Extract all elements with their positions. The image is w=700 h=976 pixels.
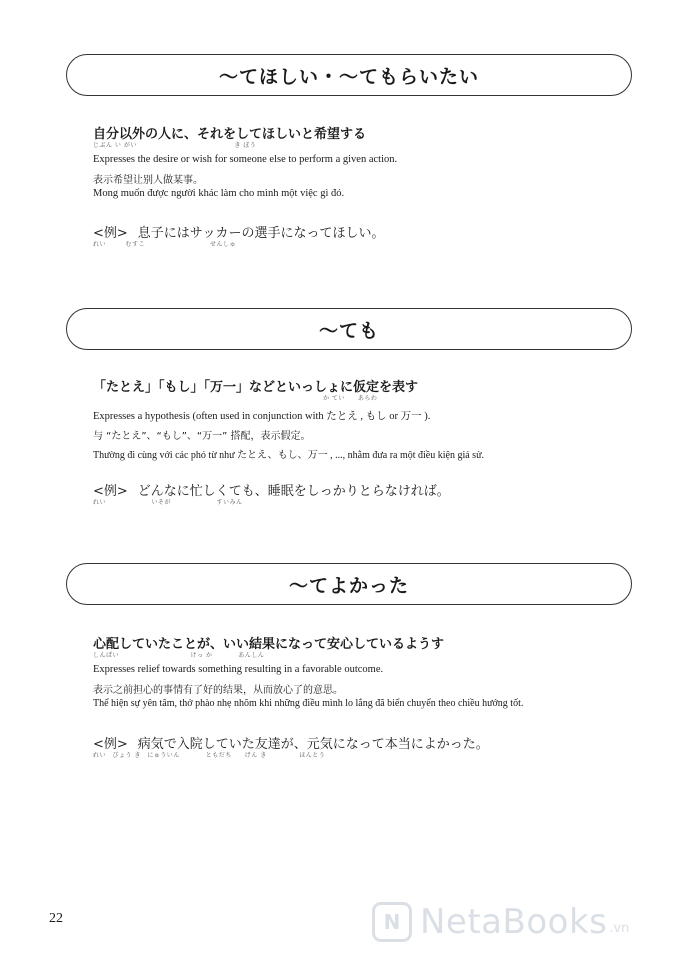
- netabooks-logo-icon: N: [372, 902, 412, 942]
- section-title: 〜ても: [318, 319, 379, 342]
- example-tag: <例>: [93, 484, 128, 499]
- section-title: 〜てよかった: [288, 574, 409, 597]
- meaning-heading: 心配していたことが、いい結果になって安心しているようす: [93, 637, 445, 652]
- example-text: 病気で入院していた友達が、元気になって本当によかった。: [137, 737, 489, 752]
- heading-furigana: しんぱい けっ か あんしん: [93, 652, 265, 659]
- chinese-explanation: 与 “たとえ”、“もし”、“万一” 搭配，表示假定。: [93, 431, 311, 442]
- chinese-explanation: 表示希望让别人做某事。: [93, 175, 203, 186]
- section-title: 〜てほしい・〜てもらいたい: [218, 65, 479, 88]
- heading-furigana: か てい あらわ: [323, 395, 378, 402]
- example-text: どんなに忙しくても、睡眠をしっかりとらなければ。: [137, 484, 450, 499]
- vietnamese-explanation: Mong muốn được người khác làm cho mình một việc gì đó.: [93, 188, 345, 199]
- meaning-heading: 「たとえ」「もし」「万一」などといっしょに仮定を表す: [93, 380, 419, 395]
- example-tag: <例>: [93, 737, 128, 752]
- page-number: 22: [49, 911, 63, 926]
- vietnamese-explanation: Thể hiện sự yên tâm, thở phào nhẹ nhõm khi những điều mình lo lắng đã biến chuyển theo chiều hướng tốt.: [93, 698, 524, 709]
- example-furigana: れい びょう き にゅういん ともだち げん き ほんとう: [93, 752, 326, 759]
- example-furigana: れい むすこ せんしゅ: [93, 241, 237, 248]
- section-title-pill: [66, 308, 632, 350]
- watermark-tld: .vn: [609, 921, 630, 936]
- example-tag: <例>: [93, 226, 128, 241]
- heading-furigana: じぶん い がい き ぼう: [93, 142, 257, 149]
- vietnamese-explanation: Thường đi cùng với các phó từ như たとえ、もし、万一 , ..., nhằm đưa ra một điều kiện giả sử.: [93, 450, 484, 461]
- example-text: 息子にはサッカーの選手になってほしい。: [137, 226, 385, 241]
- watermark-brand: NetaBooks: [420, 902, 608, 942]
- netabooks-watermark: [372, 902, 629, 942]
- english-explanation: Expresses a hypothesis (often used in conjunction with たとえ , もし or 万一 ).: [93, 411, 431, 422]
- example-furigana: れい いそが すいみん: [93, 499, 243, 506]
- english-explanation: Expresses relief towards something resulting in a favorable outcome.: [93, 664, 384, 675]
- section-title-pill: [66, 563, 632, 605]
- meaning-heading: 自分以外の人に、それをしてほしいと希望する: [93, 127, 367, 142]
- english-explanation: Expresses the desire or wish for someone else to perform a given action.: [93, 154, 398, 165]
- chinese-explanation: 表示之前担心的事情有了好的结果，从而放心了的意思。: [93, 685, 343, 696]
- section-title-pill: [66, 54, 632, 96]
